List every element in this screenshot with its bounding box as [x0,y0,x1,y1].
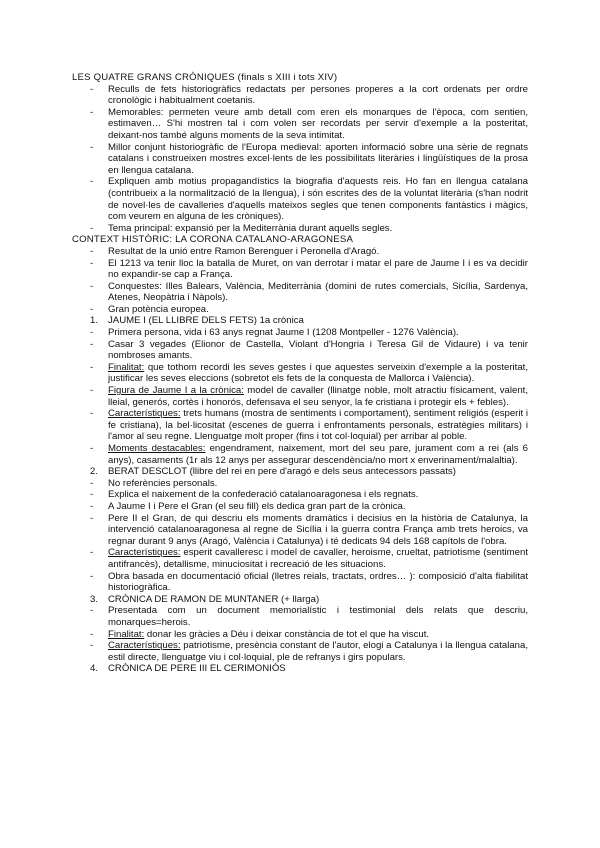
bullet-dash: - [90,408,94,420]
list-item [72,640,528,663]
item-text: trets humans (mostra de sentiments i comportament), sentiment religiós (esperit i fe cristiana), la bel·licositat (escenes de guerra i enfrontaments personals, estratègies militars) i l'amor al seu regne. Llenguatge molt proper (fins i tot col·loquial) per arribar al poble. [108,408,528,443]
intro-list [72,84,528,235]
list-item [72,362,528,385]
item-label: Característiques: [108,547,181,559]
bullet-dash: - [90,327,94,339]
section-1-title: JAUME I (EL LLIBRE DELS FETS) 1a crònica [108,315,304,327]
section-2-number: 2. [90,466,99,478]
item-text: Primera persona, vida i 63 anys regnat Jaume I (1208 Montpeller - 1276 València). [108,327,459,339]
intro-item [72,142,528,177]
bullet-dash: - [90,489,94,501]
bullet-dash: - [90,385,94,397]
list-item [72,443,528,466]
intro-item-text: Reculls de fets historiogràfics redactats per persones properes a la cort ordenats per ordre cronològic i habitualment coetanis. [108,83,528,107]
list-item [72,513,528,548]
section-2-heading-row [72,466,528,478]
item-text: patriotisme, presència constant de l'autor, elogi a Catalunya i la llengua catalana, estil directe, llenguatge viu i col·loquial, ple de refranys i girs populars. [108,640,528,663]
intro-item-text: Memorables: permeten veure amb detall com eren els monarques de l'època, com sentien, estimaven… S'hi mostren tal i com volen ser recordats per servir d'exemple a la posteritat, deixant-nos també alguns moments de la seva intimitat. [108,106,528,141]
item-text: Casar 3 vegades (Elionor de Castella, Violant d'Hongria i Teresa Gil de Vidaure) i va tenir nombroses amants. [108,338,528,362]
intro-item [72,107,528,142]
bullet-dash: - [90,257,94,269]
list-item [72,571,528,594]
section-4-title: CRÒNICA DE PERE III EL CERIMONIÓS [108,663,286,675]
item-text: engendrament, naixement, mort del seu pare, jurament com a rei (als 6 anys), casaments (1r als 12 anys per assegurar descendència/no mort x enverinament/malaltia). [108,443,528,466]
section-4-heading [72,663,528,675]
bullet-dash: - [90,83,94,95]
list-item [72,489,528,501]
intro-item-text: Tema principal: expansió per la Mediterrània durant aquells segles. [108,222,393,234]
context-item-text: El 1213 va tenir lloc la batalla de Muret, on van derrotar i matar el pare de Jaume I i es va decidir no expandir-se cap a França. [108,257,528,281]
bullet-dash: - [90,176,94,188]
section-3-list [72,605,528,663]
item-label: Característiques: [108,408,181,420]
bullet-dash: - [90,640,94,652]
bullet-dash: - [90,361,94,373]
bullet-dash: - [90,280,94,292]
bullet-dash: - [90,500,94,512]
bullet-dash: - [90,605,94,617]
item-label: Finalitat: [108,628,145,640]
list-item [72,385,528,408]
item-text: Obra basada en documentació oficial (lletres reials, tractats, ordres… ): composició d'alta fiabilitat historiogràfica. [108,570,528,594]
section-3-heading-row [72,594,528,606]
section-1-heading [72,315,528,327]
bullet-dash: - [90,443,94,454]
bullet-dash: - [90,338,94,350]
section-3-heading [72,594,528,606]
context-item-text: Conquestes: Illes Balears, València, Mediterrània (domini de rutes comercials, Sicília, Sardenya, Atenes, Neopàtria i Nàpols). [108,280,528,304]
bullet-dash: - [90,512,94,524]
list-item [72,605,528,628]
section-2-heading [72,466,528,478]
item-text: que tothom recordi les seves gestes i que aquestes serveixin d'exemple a la posteritat, justificar les seves eleccions (sobretot els fets de la conquesta de Mallorca i València). [108,361,528,385]
list-item [72,629,528,641]
section-2-title: BERAT DESCLOT (llibre del rei en pere d'aragó e dels seus antecessors passats) [108,466,456,478]
section-4-number: 4. [90,663,99,675]
intro-item-text: Millor conjunt historiogràfic de l'Europa medieval: aporten informació sobre una sèrie de regnats catalans i construeixen mostres excel·lents de les possibilitats literàries i lingüístiques de la prosa en llengua catalana. [108,141,528,176]
item-text: model de cavaller (llinatge noble, molt atractiu físicament, valent, lleial, generós, cortès i honorós, defensava el seu senyor, la fe cristiana i protegir els + febles). [108,385,528,408]
bullet-dash: - [90,547,94,559]
main-heading: LES QUATRE GRANS CRÒNIQUES (finals s XIII i tots XIV) [72,72,338,83]
section-1-number: 1. [90,315,99,327]
item-text: donar les gràcies a Déu i deixar constància de tot el que ha viscut. [144,628,430,640]
section-3-title: CRÒNICA DE RAMON DE MUNTANER (+ llarga) [108,593,320,605]
intro-item-text: Expliquen amb motius propagandístics la biografia d'aquests reis. Ho fan en llengua catalana (contribueix a la normalització de la llengua), i són escrites des de la voluntat literària (s'han nodrit de novel·les de cavalleries d'aquells mateixos segles que tenen components fantàstics i màgics, com veurem en alguna de les cròniques). [108,176,528,223]
context-item [72,281,528,304]
document-page [72,72,528,675]
list-item [72,501,528,513]
list-item [72,478,528,490]
section-2-list [72,478,528,594]
item-text: Pere II el Gran, de qui descriu els moments dramàtics i decisius en la història de Catalunya, la intervenció catalanoaragonesa al regne de Sicília i la guerra contra França amb trets heroics, va regnar durant 9 anys (Aragó, València i Catalunya) i té dedicats 94 dels 168 capítols de l'obra. [108,512,528,547]
context-item [72,246,528,258]
intro-item [72,223,528,235]
bullet-dash: - [90,245,94,257]
bullet-dash: - [90,106,94,118]
section-3-number: 3. [90,593,99,605]
context-heading: CONTEXT HISTÒRIC: LA CORONA CATALANO-ARAGONESA [72,234,354,246]
intro-item [72,176,528,222]
context-item [72,304,528,316]
bullet-dash: - [90,628,94,640]
bullet-dash: - [90,222,94,234]
context-list [72,246,528,316]
section-1-list [72,327,528,466]
item-text: Explica el naixement de la confederació catalanoaragonesa i els regnats. [108,489,419,501]
item-text: esperit cavalleresc i model de cavaller, heroisme, crueltat, patriotisme (sentiment antifrancès), detallisme, minuciositat i recreació de les situacions. [108,547,528,570]
section-4-heading-row [72,663,528,675]
intro-item [72,84,528,107]
item-text: Presentada com un document memorialístic i testimonial dels relats que descriu, monarques=herois. [108,605,528,628]
item-label: Característiques: [108,640,181,652]
list-item [72,327,528,339]
section-1-heading-row [72,315,528,327]
list-item [72,408,528,443]
context-item [72,258,528,281]
item-text: No referències personals. [108,477,218,489]
item-label: Finalitat: [108,361,145,373]
list-item [72,547,528,570]
item-text: A Jaume I i Pere el Gran (el seu fill) els dedica gran part de la crònica. [108,500,406,512]
bullet-dash: - [90,303,94,315]
item-label: Moments destacables: [108,443,206,454]
bullet-dash: - [90,570,94,582]
context-item-text: Resultat de la unió entre Ramon Berenguer i Peronella d'Aragó. [108,245,380,257]
list-item [72,339,528,362]
bullet-dash: - [90,477,94,489]
bullet-dash: - [90,141,94,153]
context-item-text: Gran potència europea. [108,303,209,315]
item-label: Figura de Jaume I a la crònica: [108,385,244,397]
